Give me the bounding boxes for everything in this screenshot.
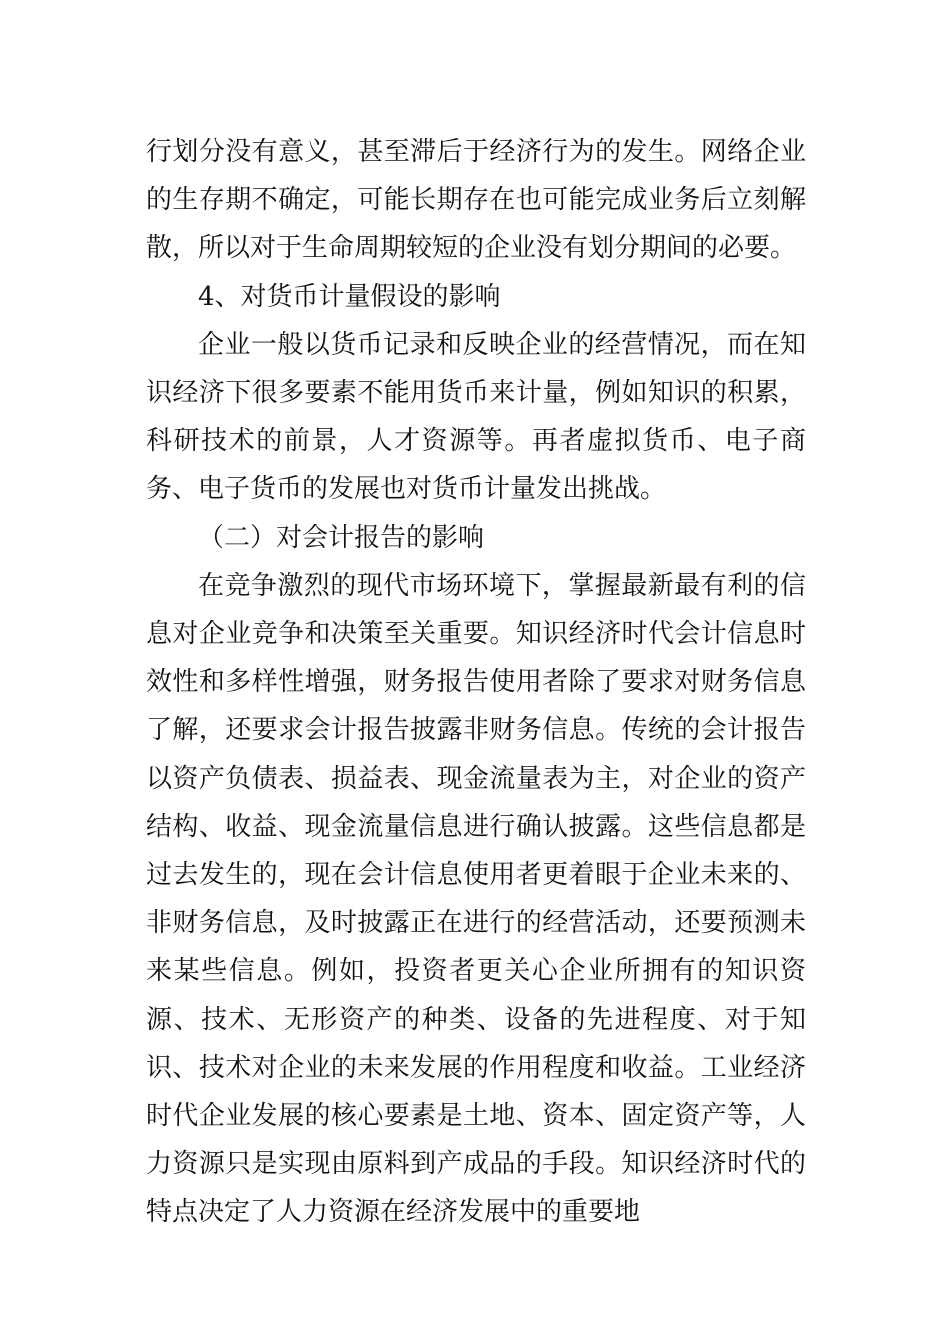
paragraph-currency-measurement: 企业一般以货币记录和反映企业的经营情况，而在知识经济下很多要素不能用货币来计量，例如知识的积累，科研技术的前景，人才资源等。再者虚拟货币、电子商务、电子货币的发展也对货币计量发出挑战。 (146, 329, 806, 505)
section-heading-accounting-report: （二）对会计报告的影响 (198, 522, 485, 553)
section-heading-currency-measurement: 4、对货币计量假设的影响 (198, 281, 501, 312)
paragraph-continuation: 行划分没有意义，甚至滞后于经济行为的发生。网络企业的生存期不确定，可能长期存在也可能完成业务后立刻解散，所以对于生命周期较短的企业没有划分期间的必要。 (146, 137, 806, 264)
paragraph-accounting-report: 在竞争激烈的现代市场环境下，掌握最新最有利的信息对企业竞争和决策至关重要。知识经济时代会计信息时效性和多样性增强，财务报告使用者除了要求对财务信息了解，还要求会计报告披露非财务信息。传统的会计报告以资产负债表、损益表、现金流量表为主，对企业的资产结构、收益、现金流量信息进行确认披露。这些信息都是过去发生的，现在会计信息使用者更着眼于企业未来的、非财务信息，及时披露正在进行的经营活动，还要预测未来某些信息。例如，投资者更关心企业所拥有的知识资源、技术、无形资产的种类、设备的先进程度、对于知识、技术对企业的未来发展的作用程度和收益。工业经济时代企业发展的核心要素是土地、资本、固定资产等，人力资源只是实现由原料到产成品的手段。知识经济时代的特点决定了人力资源在经济发展中的重要地 (146, 570, 806, 1228)
body-text (146, 128, 806, 1237)
